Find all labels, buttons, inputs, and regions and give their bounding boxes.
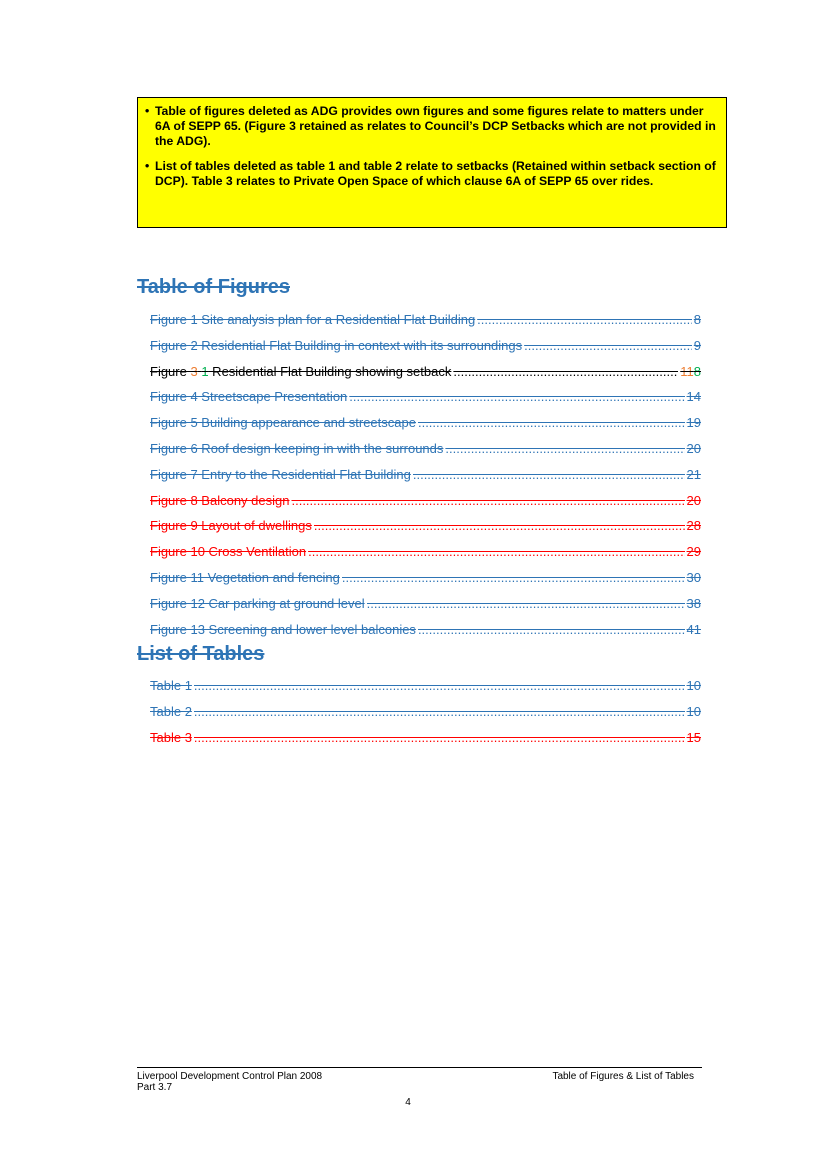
tables-heading: List of Tables — [137, 643, 265, 665]
footer-section: Table of Figures & List of Tables — [552, 1071, 694, 1082]
dot-leader — [418, 622, 685, 637]
dot-leader — [413, 467, 685, 482]
entry-page: 30 — [686, 569, 701, 585]
dot-leader — [349, 389, 684, 404]
entry-page: 20 — [686, 440, 701, 456]
note-text: Table of figures deleted as ADG provides own figures and some figures relate to matters under 6A of SEPP 65. (Figure 3 retained as relates to Council’s DCP Setbacks which are not provided in the ADG). — [155, 104, 716, 148]
dot-leader — [367, 596, 685, 611]
entry-page: 9 — [693, 337, 701, 353]
figure-entry[interactable] — [150, 596, 701, 622]
inserted-page: 8 — [693, 363, 701, 379]
figure-entry[interactable] — [150, 364, 701, 390]
footer-left — [137, 1071, 322, 1093]
entry-label: Figure 7 Entry to the Residential Flat Building — [150, 466, 411, 482]
entry-label: Figure 6 Roof design keeping in with the surrounds — [150, 440, 444, 456]
note-item — [145, 159, 719, 189]
entry-label: Figure 8 Balcony design — [150, 492, 290, 508]
figure-entry[interactable] — [150, 415, 701, 441]
dot-leader — [418, 415, 685, 430]
entry-label: Figure 11 Vegetation and fencing — [150, 569, 340, 585]
dot-leader — [314, 518, 685, 533]
entry-page: 10 — [686, 678, 701, 693]
entry-page: 8 — [693, 312, 701, 327]
entry-page: 14 — [686, 389, 701, 405]
figure-entry[interactable] — [150, 441, 701, 467]
entry-label: Figure 9 Layout of dwellings — [150, 518, 312, 534]
figure-entry[interactable] — [150, 518, 701, 544]
dot-leader — [445, 441, 684, 456]
table-entry[interactable] — [150, 704, 701, 730]
editor-note-box — [137, 97, 727, 228]
entry-page: 38 — [686, 595, 701, 611]
dot-leader — [194, 730, 685, 745]
entry-page: 19 — [686, 415, 701, 431]
label-prefix: Figure — [150, 363, 191, 379]
figure-entry[interactable] — [150, 493, 701, 519]
entry-label: Figure 1 Site analysis plan for a Residential Flat Building — [150, 312, 476, 327]
figures-list — [150, 312, 701, 647]
entry-page — [680, 364, 701, 379]
entry-page: 20 — [686, 492, 701, 508]
entry-page: 15 — [686, 729, 701, 745]
table-entry[interactable] — [150, 730, 701, 756]
page-number: 4 — [405, 1097, 411, 1108]
note-item — [145, 104, 719, 149]
entry-label: Figure 2 Residential Flat Building in context with its surroundings — [150, 337, 523, 353]
bullet-icon: • — [145, 104, 150, 118]
dot-leader — [453, 364, 678, 379]
dot-leader — [291, 493, 684, 508]
entry-label: Figure 4 Streetscape Presentation — [150, 389, 348, 405]
tables-list — [150, 678, 701, 755]
bullet-icon: • — [145, 159, 150, 173]
footer-part: Part 3.7 — [137, 1082, 173, 1093]
entry-page: 29 — [686, 544, 701, 560]
figure-entry[interactable] — [150, 467, 701, 493]
dot-leader — [194, 678, 685, 693]
footer-title: Liverpool Development Control Plan 2008 — [137, 1071, 323, 1082]
figure-entry[interactable] — [150, 338, 701, 364]
dot-leader — [524, 338, 692, 353]
dot-leader — [308, 544, 684, 559]
table-entry[interactable] — [150, 678, 701, 704]
deleted-page: 11 — [680, 363, 694, 379]
entry-page: 28 — [686, 518, 701, 534]
dot-leader — [477, 312, 692, 327]
note-text: List of tables deleted as table 1 and table 2 relate to setbacks (Retained within setback section of DCP). Table 3 relates to Private Open Space of which clause 6A of SEPP 65 over rides. — [155, 159, 716, 188]
figure-entry[interactable] — [150, 570, 701, 596]
figure-entry[interactable] — [150, 544, 701, 570]
inserted-number: 1 — [201, 363, 209, 379]
entry-label: Table 3 — [150, 729, 192, 745]
entry-page: 21 — [686, 466, 701, 482]
deleted-number: 3 — [190, 363, 198, 379]
figure-entry[interactable] — [150, 312, 701, 338]
figures-heading: Table of Figures — [137, 276, 290, 298]
entry-label: Figure 13 Screening and lower level balconies — [150, 621, 416, 637]
entry-label: Figure 5 Building appearance and streetscape — [150, 415, 416, 431]
figure-entry[interactable] — [150, 389, 701, 415]
entry-label: Figure 12 Car parking at ground level — [150, 595, 365, 611]
entry-page: 41 — [686, 621, 701, 637]
dot-leader — [342, 570, 685, 585]
entry-label: Table 1 — [150, 678, 192, 693]
dot-leader — [194, 704, 685, 719]
entry-label: Figure 10 Cross Ventilation — [150, 544, 307, 560]
entry-page: 10 — [686, 703, 701, 719]
label-rest: Residential Flat Building showing setback — [208, 363, 452, 379]
entry-label: Table 2 — [150, 703, 192, 719]
entry-label — [150, 364, 451, 379]
page-footer — [137, 1067, 702, 1093]
